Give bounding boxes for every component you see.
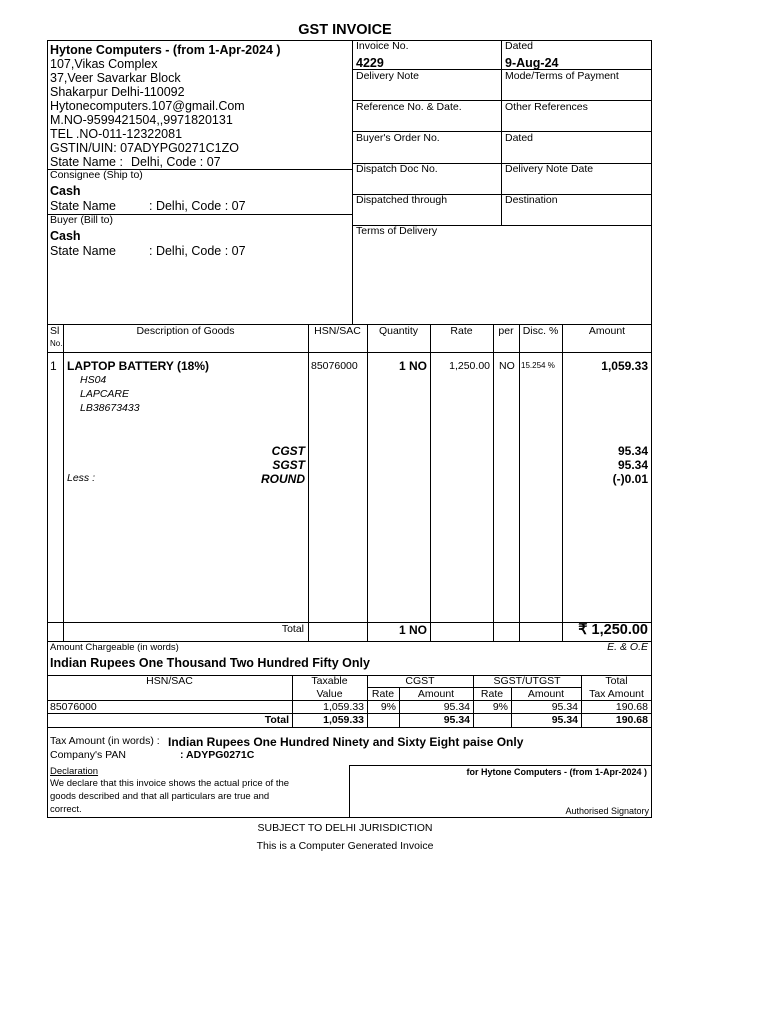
- tax-row-cgst-amount: 95.34: [443, 701, 470, 713]
- invoice-title: GST INVOICE: [298, 22, 392, 38]
- col-hsn: HSN/SAC: [314, 325, 361, 337]
- item-per: NO: [499, 360, 515, 372]
- item-detail: HS04: [80, 374, 107, 386]
- amount-words-label: Amount Chargeable (in words): [50, 642, 179, 653]
- tax-row-sgst-amount: 95.34: [551, 701, 578, 713]
- round-amount: (-)0.01: [612, 472, 648, 486]
- tax-words-label: Tax Amount (in words) :: [50, 735, 160, 747]
- dispatched-through-label: Dispatched through: [356, 194, 448, 206]
- tax-words: Indian Rupees One Hundred Ninety and Sixty Eight paise Only: [168, 735, 524, 749]
- terms-delivery-label: Terms of Delivery: [356, 225, 438, 237]
- item-amount: 1,059.33: [601, 359, 648, 373]
- delivery-note-date-label: Delivery Note Date: [505, 163, 594, 175]
- tax-row-hsn: 85076000: [50, 701, 97, 713]
- less-label: Less :: [67, 472, 96, 484]
- consignee-heading: Consignee (Ship to): [50, 169, 143, 181]
- sgst-label: SGST: [272, 458, 305, 472]
- total-amount: ₹ 1,250.00: [578, 622, 648, 638]
- tax-row-taxable: 1,059.33: [323, 701, 364, 713]
- item-hsn: 85076000: [311, 360, 358, 372]
- delivery-note-label: Delivery Note: [356, 70, 420, 82]
- tax-col-cgst-rate: Rate: [371, 688, 395, 700]
- buyer-state-value: : Delhi, Code : 07: [149, 244, 246, 258]
- tax-total-taxable: 1,059.33: [323, 714, 364, 726]
- dispatch-doc-label: Dispatch Doc No.: [356, 163, 438, 175]
- order-dated-label: Dated: [505, 132, 534, 144]
- declaration-line: We declare that this invoice shows the actual price of the: [50, 778, 290, 789]
- consignee-state-value: : Delhi, Code : 07: [149, 199, 246, 213]
- col-quantity: Quantity: [378, 325, 419, 337]
- col-si-no: No.: [50, 339, 63, 348]
- seller-mobile: M.NO-9599421504,,9971820131: [50, 113, 233, 127]
- col-description: Description of Goods: [136, 325, 235, 337]
- tax-row-cgst-rate: 9%: [380, 701, 396, 713]
- destination-label: Destination: [505, 194, 558, 206]
- tax-row-total: 190.68: [615, 701, 648, 713]
- tax-col-sgst-rate: Rate: [480, 688, 504, 700]
- computer-generated: This is a Computer Generated Invoice: [256, 840, 434, 852]
- sgst-amount: 95.34: [617, 458, 648, 472]
- seller-phone: TEL .NO-011-12322081: [50, 127, 183, 141]
- seller-name: Hytone Computers - (from 1-Apr-2024 ): [50, 43, 281, 57]
- invoice-no-label: Invoice No.: [356, 40, 409, 52]
- tax-total-amount: 190.68: [615, 714, 648, 726]
- item-description: LAPTOP BATTERY (18%): [67, 359, 210, 373]
- cgst-amount: 95.34: [617, 444, 648, 458]
- buyer-state-label: State Name: [50, 244, 117, 258]
- col-si: Sl: [50, 325, 60, 337]
- item-disc: 15.254 %: [521, 361, 555, 370]
- declaration-heading: Declaration: [50, 766, 99, 777]
- seller-state-value: Delhi, Code : 07: [131, 155, 221, 169]
- item-detail: LAPCARE: [80, 388, 130, 400]
- col-disc: Disc. %: [522, 325, 559, 337]
- seller-line: 107,Vikas Complex: [50, 57, 158, 71]
- jurisdiction: SUBJECT TO DELHI JURISDICTION: [257, 822, 433, 834]
- buyers-order-label: Buyer's Order No.: [356, 132, 440, 144]
- seller-email: Hytonecomputers.107@gmail.Com: [50, 99, 245, 113]
- dated-label: Dated: [505, 40, 534, 52]
- item-quantity: 1 NO: [398, 359, 427, 373]
- seller-state-label: State Name :: [50, 155, 123, 169]
- eoe-label: E. & O.E: [607, 641, 648, 653]
- tax-col-sgst: SGST/UTGST: [493, 675, 561, 687]
- amount-words: Indian Rupees One Thousand Two Hundred Fifty Only: [50, 656, 370, 670]
- item-si: 1: [50, 359, 57, 373]
- col-amount: Amount: [588, 325, 626, 337]
- tax-col-total-amount: Tax Amount: [589, 688, 644, 700]
- tax-col-cgst: CGST: [405, 675, 435, 687]
- seller-gstin: GSTIN/UIN: 07ADYPG0271C1ZO: [50, 141, 239, 155]
- mode-terms-label: Mode/Terms of Payment: [505, 70, 619, 82]
- tax-total-sgst: 95.34: [551, 714, 578, 726]
- tax-col-total: Total: [605, 675, 628, 687]
- other-references-label: Other References: [505, 101, 588, 113]
- tax-col-hsn: HSN/SAC: [146, 675, 193, 687]
- signatory-for: for Hytone Computers - (from 1-Apr-2024 ): [466, 767, 647, 777]
- tax-col-taxable: Taxable: [311, 675, 348, 687]
- cgst-label: CGST: [271, 444, 305, 458]
- buyer-name: Cash: [50, 229, 81, 243]
- total-label: Total: [281, 623, 304, 635]
- total-quantity: 1 NO: [398, 623, 427, 637]
- col-rate: Rate: [450, 325, 473, 337]
- item-detail: LB38673433: [80, 402, 140, 414]
- tax-col-sgst-amount: Amount: [527, 688, 565, 700]
- tax-col-value: Value: [316, 688, 343, 700]
- tax-col-cgst-amount: Amount: [417, 688, 455, 700]
- consignee-state-label: State Name: [50, 199, 117, 213]
- pan-label: Company's PAN: [50, 749, 126, 761]
- tax-total-cgst: 95.34: [443, 714, 470, 726]
- tax-total-label: Total: [264, 714, 289, 726]
- item-rate: 1,250.00: [449, 360, 490, 372]
- declaration-line: goods described and that all particulars are true and: [50, 791, 270, 802]
- round-label: ROUND: [261, 472, 305, 486]
- invoice-date: 9-Aug-24: [505, 56, 559, 70]
- authorised-signatory: Authorised Signatory: [565, 806, 649, 816]
- tax-row-sgst-rate: 9%: [492, 701, 508, 713]
- seller-line: Shakarpur Delhi-110092: [50, 85, 185, 99]
- col-per: per: [498, 325, 514, 337]
- consignee-name: Cash: [50, 184, 81, 198]
- seller-line: 37,Veer Savarkar Block: [50, 71, 181, 85]
- buyer-heading: Buyer (Bill to): [50, 214, 114, 226]
- pan-value: : ADYPG0271C: [180, 749, 255, 761]
- invoice-no: 4229: [356, 56, 384, 70]
- declaration-line: correct.: [50, 804, 82, 815]
- reference-label: Reference No. & Date.: [356, 101, 462, 113]
